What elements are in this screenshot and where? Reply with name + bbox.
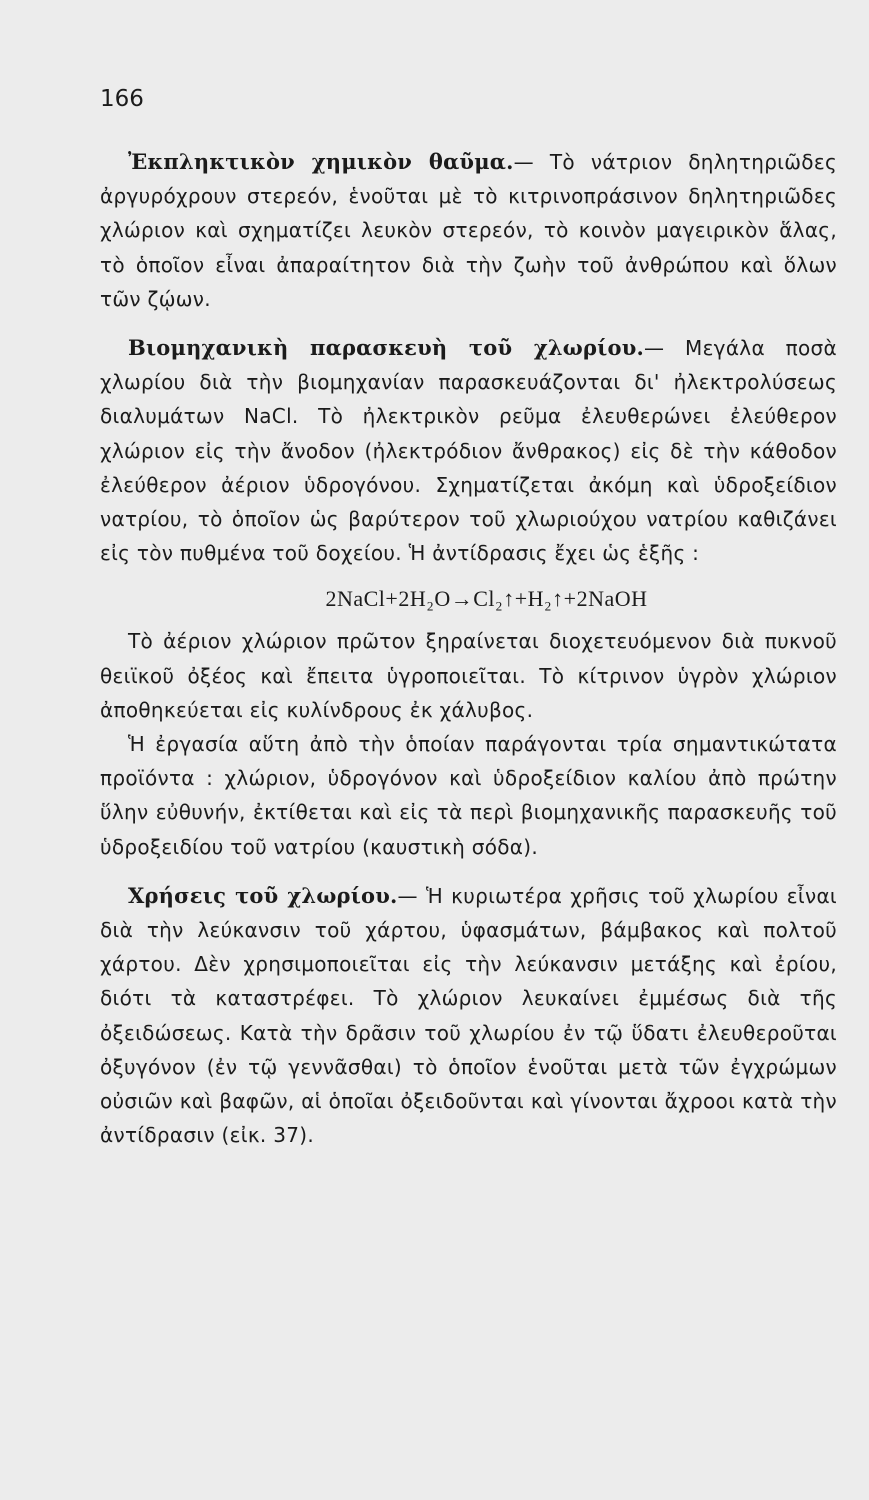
- heading-uses-of-chlorine: Χρήσεις τοῦ χλωρίου.: [128, 882, 398, 908]
- paragraph-industrial-preparation: [100, 331, 837, 570]
- text-uses-of-chlorine: — Ἡ κυριωτέρα χρῆσις τοῦ χλωρίου εἶναι διὰ τὴν λεύκανσιν τοῦ χάρτου, ὑφασμάτων, βάμβακος καὶ πολτοῦ χάρτου. Δὲν χρησιμοποιεῖται εἰς τὴν λεύκανσιν μετάξης καὶ ἐρίου, διότι τὰ καταστρέφει. Τὸ χλώριον λευκαίνει ἐμμέσως διὰ τῆς ὀξειδώσεως. Κατὰ τὴν δρᾶσιν τοῦ χλωρίου ἐν τῷ ὕδατι ἐλευθεροῦται ὀξυγόνον (ἐν τῷ γεννᾶσθαι) τὸ ὁποῖον ἑνοῦται μετὰ τῶν ἐγχρώμων οὐσιῶν καὶ βαφῶν, αἱ ὁποῖαι ὀξειδοῦνται καὶ γίνονται ἄχροοι κατὰ τὴν ἀντίδρασιν (εἰκ. 37).: [100, 883, 837, 1148]
- paragraph-uses-of-chlorine: [100, 879, 837, 1153]
- body-text: [100, 145, 837, 1152]
- text-industrial-preparation: — Μεγάλα ποσὰ χλωρίου διὰ τὴν βιομηχανίαν παρασκευάζονται δι' ἠλεκτρολύσεως διαλυμάτων NaCl. Τὸ ἠλεκτρικὸν ρεῦμα ἐλευθερώνει ἐλεύθερον χλώριον εἰς τὴν ἄνοδον (ἠλεκτρόδιον ἄνθρακος) εἰς δὲ τὴν κάθοδον ἐλεύθερον ἀέριον ὑδρογόνου. Σχηματίζεται ἀκόμη καὶ ὑδροξείδιον νατρίου, τὸ ὁποῖον ὡς βαρύτερον τοῦ χλωριούχου νατρίου καθιζάνει εἰς τὸν πυθμένα τοῦ δοχείου. Ἡ ἀντίδρασις ἔχει ὡς ἑξῆς :: [100, 336, 837, 566]
- paragraph-chemical-wonder: [100, 145, 837, 316]
- heading-chemical-wonder: Ἐκπληκτικὸν χημικὸν θαῦμα.: [128, 149, 514, 174]
- heading-industrial-preparation: Βιομηχανικὴ παρασκευὴ τοῦ χλωρίου.: [128, 335, 644, 361]
- text-chemical-wonder: — Τὸ νάτριον δηλητηριῶδες ἀργυρόχρουν στερεόν, ἑνοῦται μὲ τὸ κιτρινοπράσινον δηλητηριῶδες χλώριον καὶ σχηματίζει λευκὸν στερεόν, τὸ κοινὸν μαγειρικὸν ἅλας, τὸ ὁποῖον εἶναι ἀπαραίτητον διὰ τὴν ζωὴν τοῦ ἀνθρώπου καὶ ὅλων τῶν ζῴων.: [100, 150, 837, 311]
- reaction-equation: 2NaCl+2H₂O→Cl₂↑+H₂↑+2NaOH: [325, 586, 648, 612]
- paragraph-three-products: Ἡ ἐργασία αὕτη ἀπὸ τὴν ὁποίαν παράγονται τρία σημαντικώτατα προϊόντα : χλώριον, ὑδρογόνον καὶ ὑδροξείδιον καλίου ἀπὸ πρώτην ὕλην εὐθυνήν, ἐκτίθεται καὶ εἰς τὰ περὶ βιομηχανικῆς παρασκευῆς τοῦ ὑδροξειδίου τοῦ νατρίου (καυστικὴ σόδα).: [100, 732, 837, 859]
- page-number: 166: [100, 86, 144, 112]
- paragraph-chlorine-drying: Τὸ ἀέριον χλώριον πρῶτον ξηραίνεται διοχετευόμενον διὰ πυκνοῦ θειϊκοῦ ὀξέος καὶ ἔπειτα ὑγροποιεῖται. Τὸ κίτρινον ὑγρὸν χλώριον ἀποθηκεύεται εἰς κυλίνδρους ἐκ χάλυβος.: [100, 629, 837, 722]
